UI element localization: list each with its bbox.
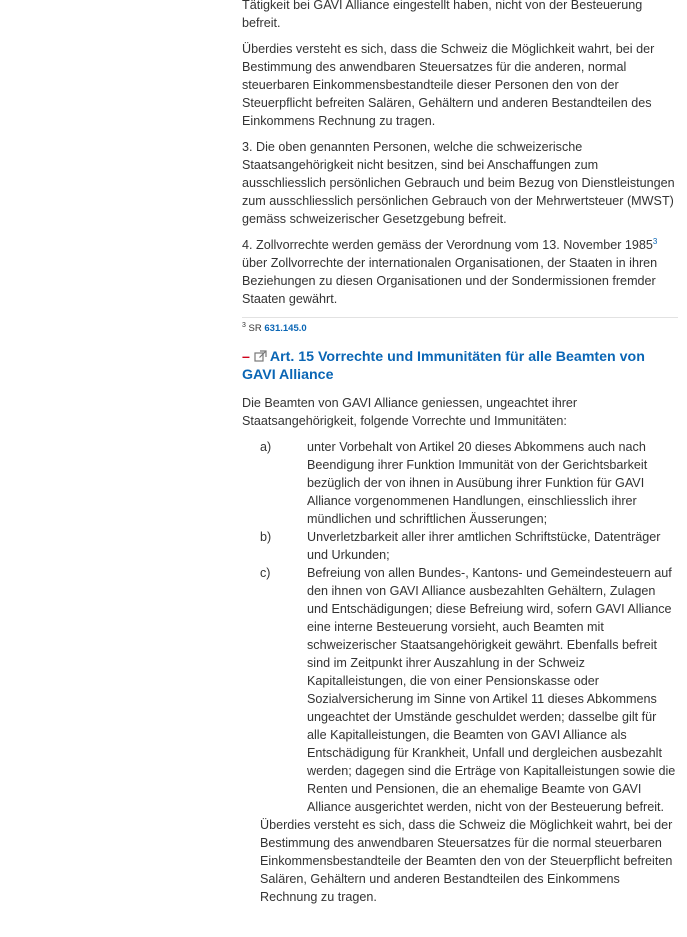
article-15-heading[interactable]: [242, 348, 678, 384]
footnote-sr-link[interactable]: 631.145.0: [264, 323, 307, 334]
list-item: [260, 564, 678, 816]
article-closing-paragraph: Überdies versteht es sich, dass die Schweiz die Möglichkeit wahrt, bei der Bestimmung des anwendbaren Steuersatzes für die normal steuerbaren Einkommensbestandteile der Beamten den von der Steuerpflicht befreiten Salären, Gehältern und anderen Bestandteilen des Einkommens Rechnung zu tragen.: [260, 818, 673, 904]
paragraph-4-text-start: 4. Zollvorrechte werden gemäss der Verordnung vom 13. November 1985: [242, 238, 653, 252]
article-title[interactable]: Vorrechte und Immunitäten für alle Beamten von GAVI Alliance: [242, 349, 645, 383]
list-item-text: Befreiung von allen Bundes-, Kantons- und Gemeindesteuern auf den ihnen von GAVI Alliance ausbezahlten Gehältern, Zulagen und Entschädigungen; diese Befreiung wird, sofern GAVI Alliance eine interne Besteuerung vorsieht, auch Beamten mit schweizerischer Staatsangehörigkeit gewährt. Ebenfalls befreit sind im Zeitpunkt ihrer Auszahlung in der Schweiz Kapitalleistungen, die von einer Pensionskasse oder Sozialversicherung im Sinne von Artikel 11 dieses Abkommens ungeachtet der Umstände geschuldet werden; dasselbe gilt für alle Kapitalleistungen, die Beamten von GAVI Alliance als Entschädigung für Krankheit, Unfall und dergleichen ausbezahlt werden; dagegen sind die Erträge von Kapitalleistungen sowie die Renten und Pensionen, die an ehemalige Beamte von GAVI Alliance ausgerichtet werden, nicht von der Besteuerung befreit.: [307, 566, 676, 814]
list-item: [260, 528, 678, 564]
footnote-number: 3: [242, 321, 246, 329]
list-item-text: Unverletzbarkeit aller ihrer amtlichen Schriftstücke, Datenträger und Urkunden;: [307, 530, 661, 562]
external-link-icon[interactable]: [254, 349, 267, 361]
paragraph-continuation: Tätigkeit bei GAVI Alliance eingestellt haben, nicht von der Besteuerung befreit.: [242, 0, 643, 30]
list-item-label: b): [260, 530, 272, 544]
paragraph-4-text-end: über Zollvorrechte der internationalen Organisationen, der Staaten in ihren Beziehungen zu diesen Organisationen und der Sondermissionen fremder Staaten gewährt.: [242, 256, 658, 306]
footnote-block: [242, 317, 678, 336]
paragraph-3-vat: 3. Die oben genannten Personen, welche die schweizerische Staatsangehörigkeit nicht besitzen, sind bei Anschaffungen zum ausschliesslich persönlichen Gebrauch und beim Bezug von Dienstleistungen zum ausschliesslich persönlichen Gebrauch von der Mehrwertsteuer (MWST) gemäss schweizerischer Gesetzgebung befreit.: [242, 140, 675, 226]
list-item-text: unter Vorbehalt von Artikel 20 dieses Abkommens auch nach Beendigung ihrer Funktion Immunität von der Gerichtsbarkeit bezüglich der von ihnen in Ausübung ihrer Funktion für GAVI Alliance vorgenommenen Handlungen, einschliesslich ihrer mündlichen und schriftlichen Äusserungen;: [307, 440, 648, 526]
list-item-label: c): [260, 566, 271, 580]
footnote-prefix: SR: [245, 323, 265, 334]
paragraph-4-customs: [242, 236, 678, 308]
privileges-list: [260, 438, 678, 816]
footnote-ref-3[interactable]: 3: [652, 236, 658, 246]
article-number[interactable]: Art. 15: [269, 349, 315, 365]
collapse-toggle[interactable]: –: [242, 349, 250, 365]
list-item: [260, 438, 678, 528]
article-intro: Die Beamten von GAVI Alliance geniessen, ungeachtet ihrer Staatsangehörigkeit, folgende Vorrechte und Immunitäten:: [242, 396, 578, 428]
list-item-label: a): [260, 440, 272, 454]
document-content: [242, 0, 678, 914]
paragraph-tax-rate-note: Überdies versteht es sich, dass die Schweiz die Möglichkeit wahrt, bei der Bestimmung des anwendbaren Steuersatzes für die anderen, normal steuerbaren Einkommensbestandteile dieser Personen den von der Steuerpflicht befreiten Salären, Gehältern und anderen Bestandteilen des Einkommens Rechnung zu tragen.: [242, 42, 655, 128]
